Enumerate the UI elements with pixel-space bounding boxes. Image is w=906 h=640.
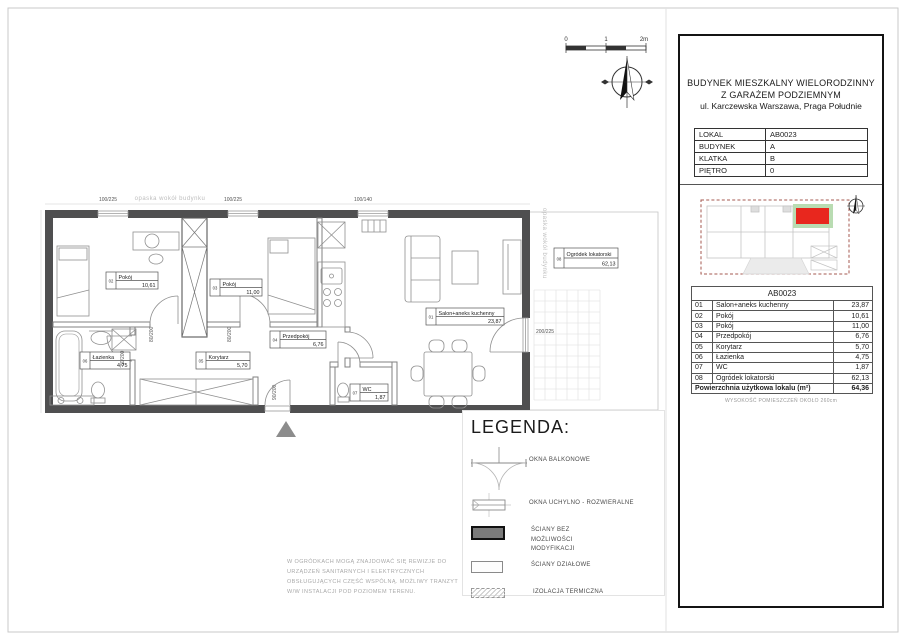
- legend-label: ŚCIANY DZIAŁOWE: [531, 562, 591, 568]
- svg-text:100/140: 100/140: [353, 197, 373, 203]
- svg-text:07: 07: [352, 390, 358, 396]
- north-arrow-icon: [601, 56, 653, 108]
- legend-label: OKNA UCHYLNO - ROZWIERALNE: [529, 500, 634, 506]
- band-note-top: opaska wokół budynku: [134, 196, 206, 202]
- legend-item-balcony-windows: [471, 447, 590, 491]
- legend-item-fixed-walls: [471, 526, 613, 555]
- svg-text:Przedpokój: Przedpokój: [282, 334, 310, 340]
- title-block: [678, 34, 884, 608]
- room-label-przedpokoj: [270, 331, 326, 348]
- legend-item-insulation: [471, 588, 603, 598]
- svg-text:Salon+aneks kuchenny: Salon+aneks kuchenny: [438, 311, 495, 317]
- driveway: [743, 258, 809, 274]
- svg-text:WC: WC: [362, 387, 372, 393]
- svg-text:5,70: 5,70: [237, 363, 248, 369]
- svg-text:Korytarz: Korytarz: [208, 355, 229, 361]
- svg-text:80/200: 80/200: [149, 326, 155, 342]
- svg-text:08: 08: [556, 256, 562, 262]
- table-row: KLATKA B: [695, 153, 868, 165]
- room-areas-table: [691, 286, 873, 394]
- svg-text:80/200: 80/200: [120, 350, 126, 366]
- keyplan-north-arrow-icon: [847, 195, 865, 214]
- table-row: LOKAL AB0023: [695, 129, 868, 141]
- legend: [462, 410, 665, 596]
- scale-tick-1: 1: [604, 37, 608, 43]
- room-label-korytarz: [196, 352, 250, 369]
- section-divider: [680, 184, 882, 185]
- table-row: 06 Łazienka 4,75: [692, 352, 873, 362]
- room-label-pokoj2: [106, 272, 158, 289]
- svg-text:Pokój: Pokój: [118, 275, 132, 281]
- room-label-salon: [426, 308, 504, 325]
- legend-label: IZOLACJA TERMICZNA: [533, 589, 604, 595]
- garden: [530, 212, 658, 410]
- legend-label: OKNA BALKONOWE: [529, 457, 591, 463]
- room-label-wc: [350, 384, 388, 401]
- scale-tick-0: 0: [564, 37, 568, 43]
- table-total-row: Powierzchnia użytkowa lokalu (m²) 64,36: [692, 384, 873, 394]
- terrace-grid: [534, 290, 600, 400]
- table-row: 08 Ogródek lokatorski 62,13: [692, 373, 873, 383]
- scale-tick-2m: 2m: [639, 37, 649, 43]
- insulation-swatch: [471, 588, 505, 598]
- svg-text:80/200: 80/200: [227, 326, 233, 342]
- svg-text:90/200: 90/200: [272, 384, 278, 400]
- svg-text:Ogródek lokatorski: Ogródek lokatorski: [566, 252, 612, 258]
- svg-text:62,13: 62,13: [602, 261, 616, 268]
- legend-item-tilt-windows: [471, 493, 634, 517]
- unit-info-table: [694, 128, 868, 177]
- svg-text:4,75: 4,75: [117, 363, 128, 369]
- legend-item-partition-walls: [471, 561, 591, 573]
- svg-text:04: 04: [272, 337, 278, 343]
- installation-shaft: [182, 218, 207, 337]
- svg-text:02: 02: [108, 278, 114, 284]
- svg-text:01: 01: [428, 314, 434, 320]
- entrance-marker: [276, 421, 296, 437]
- band-note-right: opaska wokół budynku: [541, 208, 547, 279]
- parking-spots: [811, 246, 837, 270]
- svg-text:11,00: 11,00: [246, 290, 260, 296]
- table-row: 02 Pokój 10,61: [692, 311, 873, 321]
- project-title: [680, 78, 882, 113]
- key-plan: [693, 190, 871, 286]
- room-label-ogrodek: [554, 248, 618, 268]
- entrance-threshold: [265, 406, 290, 411]
- svg-text:200/225: 200/225: [536, 329, 555, 335]
- legend-title: LEGENDA:: [471, 417, 571, 437]
- table-row: BUDYNEK A: [695, 141, 868, 153]
- room-label-pokoj3: [210, 279, 262, 296]
- table-footnote: WYSOKOŚĆ POMIESZCZEŃ OKOŁO 260cm: [724, 398, 838, 404]
- table-row: 07 WC 1,87: [692, 363, 873, 373]
- partition-wall-swatch: [471, 561, 503, 573]
- project-title-line2: Z GARAŻEM PODZIEMNYM: [720, 89, 841, 100]
- svg-text:100/225: 100/225: [223, 197, 243, 203]
- garden-note: W OGRÓDKACH MOGĄ ZNAJDOWAĆ SIĘ REWIZJE DO URZĄDZEŃ SANITARNYCH I ELEKTRYCZNYCH OBSŁUGUJĄCYCH CZĘŚĆ WSPÓLNĄ. MOŻLIWY TRANZYT W/W INSTALACJI POD POZIOMEM TERENU.: [287, 559, 459, 595]
- svg-text:10,61: 10,61: [142, 283, 156, 289]
- svg-text:1,87: 1,87: [375, 395, 386, 401]
- table-row: 05 Korytarz 5,70: [692, 342, 873, 352]
- svg-text:23,87: 23,87: [488, 319, 502, 325]
- project-title-line1: BUDYNEK MIESZKALNY WIELORODZINNY: [687, 78, 875, 88]
- scale-bar: [564, 37, 648, 53]
- table-row: PIĘTRO 0: [695, 165, 868, 177]
- unit-highlight: [796, 208, 829, 224]
- project-address: ul. Karczewska Warszawa, Praga Południe: [700, 101, 862, 111]
- table-row: 03 Pokój 11,00: [692, 321, 873, 331]
- svg-text:6,76: 6,76: [313, 342, 324, 348]
- svg-text:Pokój: Pokój: [222, 282, 236, 288]
- table-row: 04 Przedpokój 6,76: [692, 332, 873, 342]
- tilt-window-icon: [471, 493, 511, 517]
- table-title-row: AB0023: [692, 287, 873, 301]
- svg-text:05: 05: [198, 358, 204, 364]
- svg-text:06: 06: [82, 358, 88, 364]
- table-row: 01 Salon+aneks kuchenny 23,87: [692, 301, 873, 311]
- svg-text:Łazienka: Łazienka: [92, 355, 115, 361]
- svg-text:03: 03: [212, 285, 218, 291]
- fixed-wall-swatch: [471, 526, 505, 540]
- legend-label: ŚCIANY BEZ MOŻLIWOŚCI MODYFIKACJI: [531, 527, 575, 553]
- balcony-window-icon: [471, 447, 529, 491]
- svg-text:100/225: 100/225: [98, 197, 118, 203]
